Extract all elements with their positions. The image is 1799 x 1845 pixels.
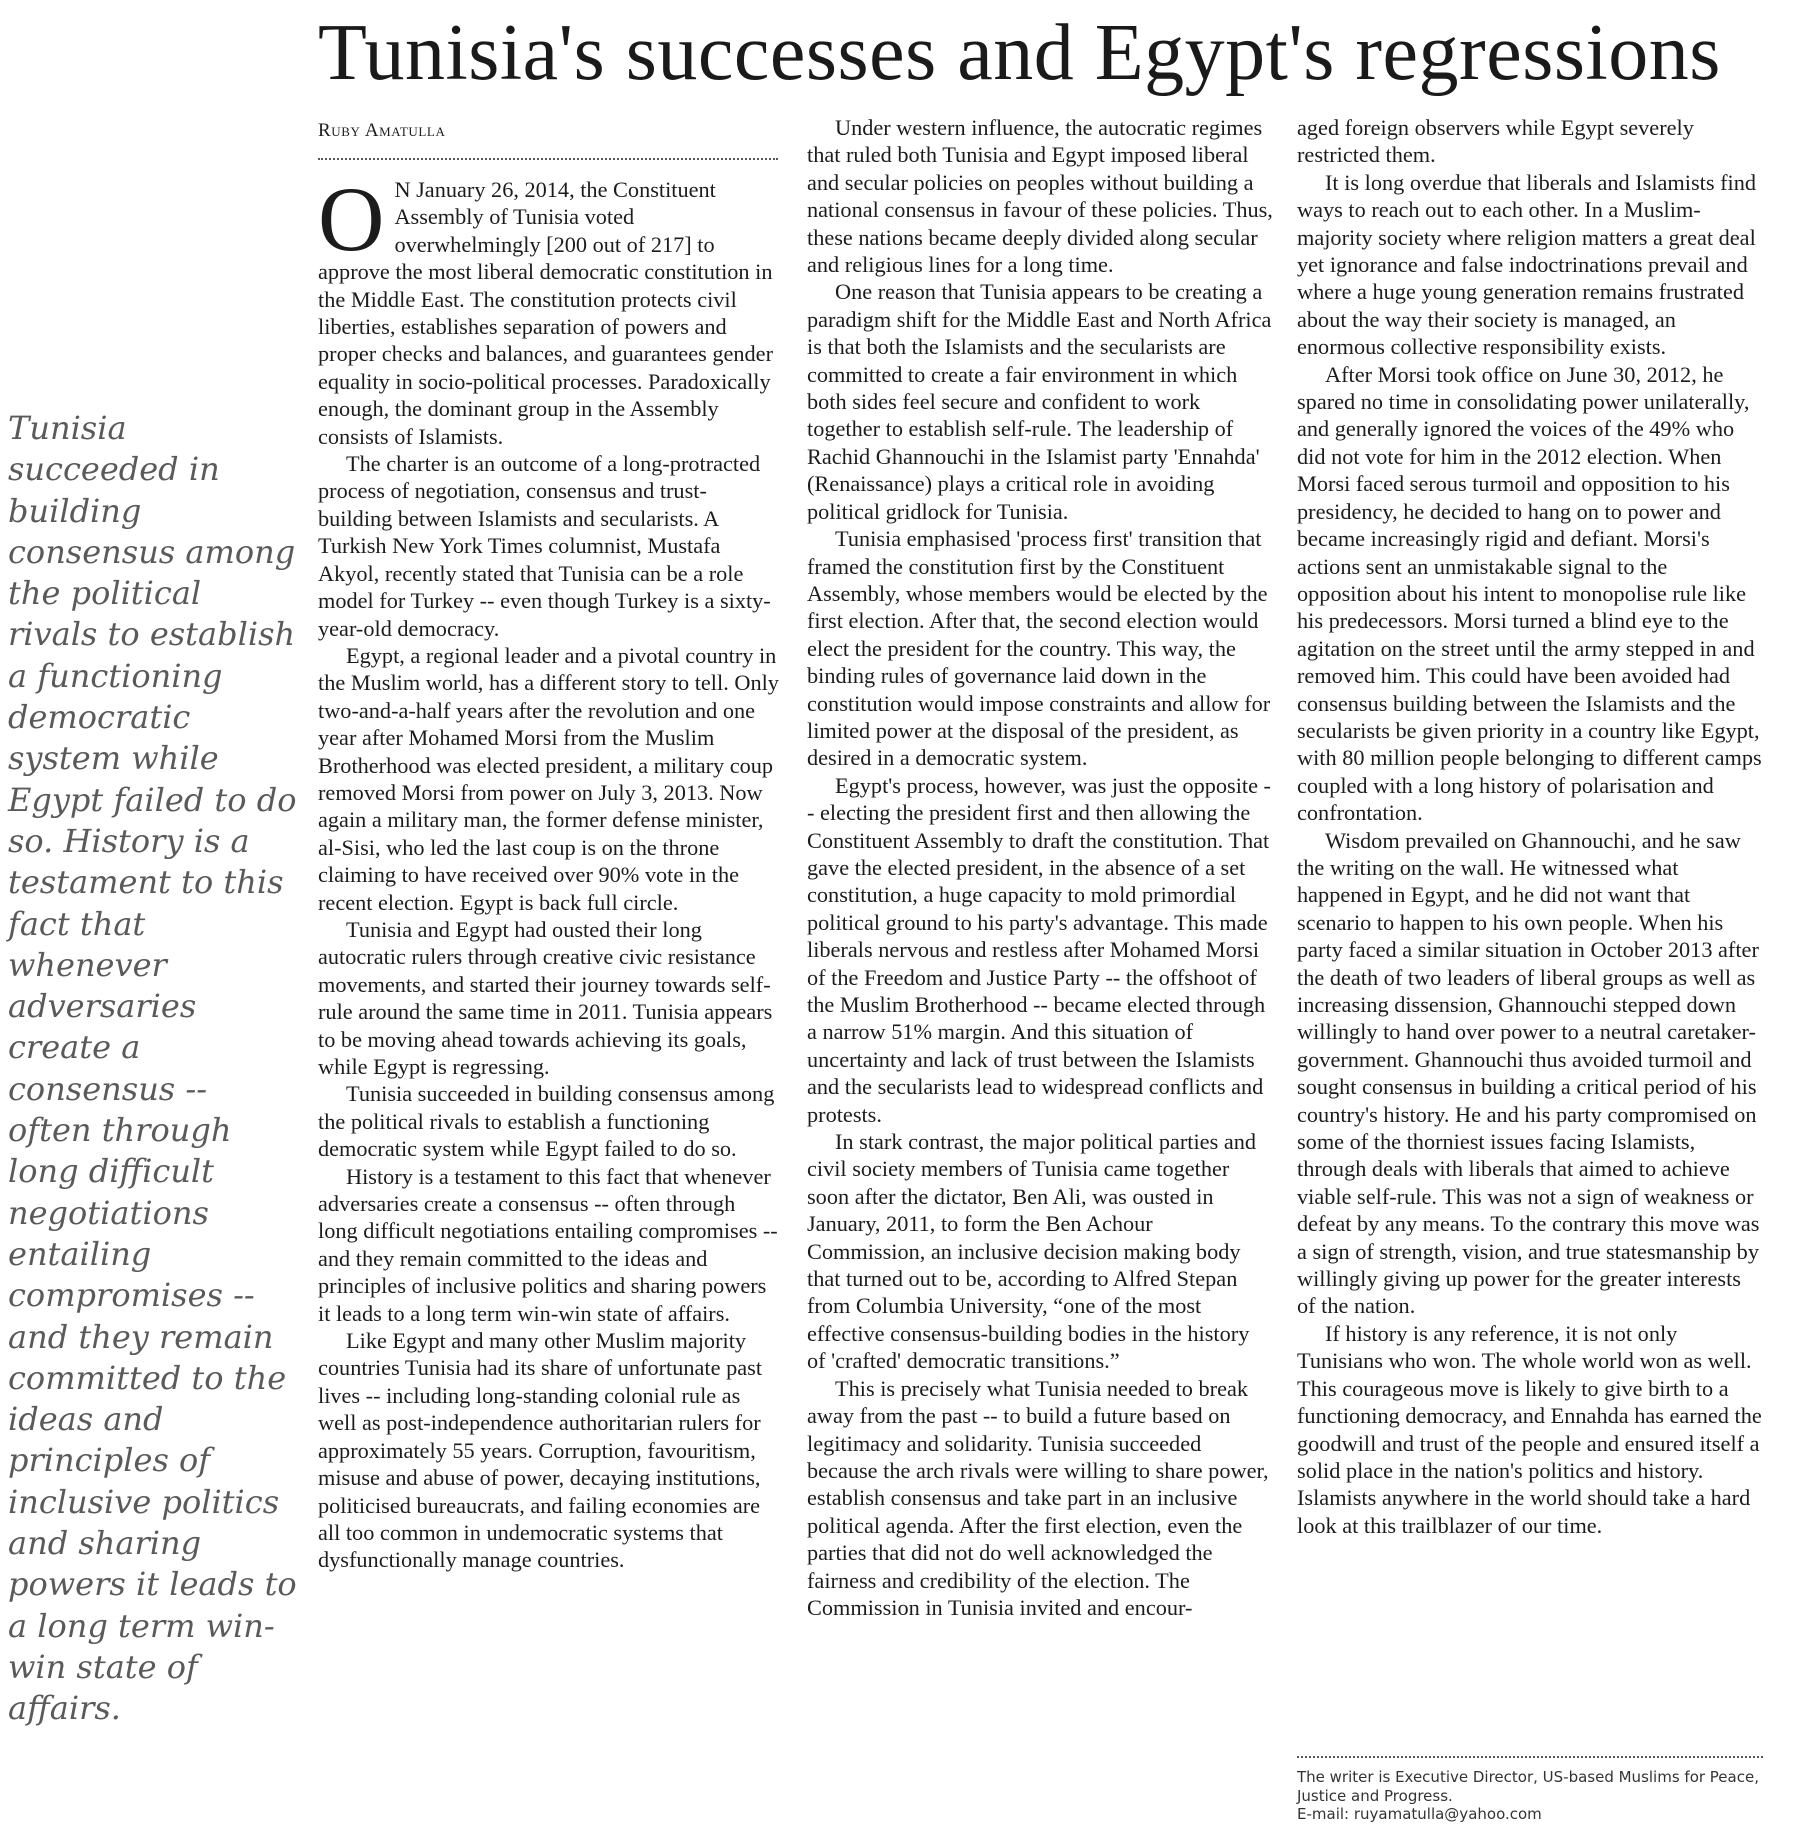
article-paragraph: History is a testament to this fact that whenever adversaries create a consensus -- often through long difficult negotiations entailing compromises -- and they remain committed to the ideas and principles of inclusive politics and sharing powers it leads to a long term win-win state of affairs.	[318, 1163, 778, 1326]
article-paragraph: Wisdom prevailed on Ghannouchi, and he saw the writing on the wall. He witnessed what happened in Egypt, and he did not want that scenario to happen to his own people. When his party faced a similar situation in October 2013 after the death of two leaders of liberal groups as well as increasing dissension, Ghannouchi stepped down willingly to hand over power to a neutral caretaker-government. Ghannouchi thus avoided turmoil and sought consensus in building a critical period of his country's history. He and his party compromised on some of the thorniest issues facing Islamists, through deals with liberals that aimed to achieve viable self-rule. This was not a sign of weakness or defeat by any means. To the contrary this move was a sign of strength, vision, and true statesmanship by willingly giving up power for the greater interests of the nation.	[1297, 827, 1760, 1319]
article-paragraph: In stark contrast, the major political parties and civil society members of Tunisia came together soon after the dictator, Ben Ali, was ousted in January, 2011, to form the Ben Achour Commission, an inclusive decision making body that turned out to be, according to Alfred Stepan from Columbia University, “one of the most effective consensus-building bodies in the history of 'crafted' democratic transitions.”	[807, 1129, 1257, 1374]
author-footnote	[1297, 1768, 1763, 1824]
byline: Ruby Amatulla	[318, 120, 446, 141]
author-email: E-mail: ruyamatulla@yahoo.com	[1297, 1805, 1542, 1823]
article-paragraph: Under western influence, the autocratic regimes that ruled both Tunisia and Egypt imposed liberal and secular policies on peoples without building a national consensus in favour of these policies. Thus, these nations became deeply divided along secular and religious lines for a long time.	[807, 115, 1273, 278]
lead-paragraph-text: N January 26, 2014, the Constituent Assembly of Tunisia voted overwhelmingly [200 out of 217] to approve the most liberal democratic constitution in the Middle East. The constitution protects civil liberties, establishes separation of powers and proper checks and balances, and guarantees gender equality in socio-political processes. Paradoxically enough, the dominant group in the Assembly consists of Islamists.	[318, 177, 774, 449]
article-paragraph: Like Egypt and many other Muslim majority countries Tunisia had its share of unfortunate past lives -- including long-standing colonial rule as well as post-independence authoritarian rulers for approximately 55 years. Corruption, favouritism, misuse and abuse of power, decaying institutions, politicised bureaucrats, and failing economies are all too common in undemocratic systems that dysfunctionally manage countries.	[318, 1328, 763, 1573]
byline-divider	[318, 158, 778, 160]
article-column-3	[1297, 114, 1763, 1734]
article-paragraph: The charter is an outcome of a long-protracted process of negotiation, consensus and trust-building between Islamists and secularists. A Turkish New York Times columnist, Mustafa Akyol, recently stated that Tunisia can be a role model for Turkey -- even though Turkey is a sixty-year-old democracy.	[318, 451, 771, 641]
pull-quote: Tunisia succeeded in building consensus among the political rivals to establish a functioning democratic system while Egypt failed to do so. History is a testament to this fact that whenever adversaries create a consensus -- often through long difficult negotiations entailing compromises -- and they remain committed to the ideas and principles of inclusive politics and sharing powers it leads to a long term win-win state of affairs.	[8, 409, 297, 1728]
footnote-divider	[1297, 1756, 1763, 1758]
article-paragraph: aged foreign observers while Egypt severely restricted them.	[1297, 115, 1694, 168]
article-paragraph: After Morsi took office on June 30, 2012, he spared no time in consolidating power unilaterally, and generally ignored the voices of the 49% who did not vote for him in the 2012 election. When Morsi faced serous turmoil and opposition to his presidency, he decided to hang on to power and became increasingly rigid and defiant. Morsi's actions sent an unmistakable signal to the opposition about his intent to monopolise rule like his predecessors. Morsi turned a blind eye to the agitation on the street until the army stepped in and removed him. This could have been avoided had consensus building between the Islamists and the secularists be given priority in a country like Egypt, with 80 million people belonging to different camps coupled with a long history of polarisation and confrontation.	[1297, 361, 1762, 826]
drop-cap: O	[318, 176, 385, 270]
article-paragraph: Egypt's process, however, was just the opposite -- electing the president first and then allowing the Constituent Assembly to draft the constitution. That gave the elected president, in the absence of a set constitution, a huge capacity to mold primordial political ground to his party's advantage. This made liberals nervous and restless after Mohamed Morsi of the Freedom and Justice Party -- the offshoot of the Muslim Brotherhood -- became elected through a narrow 51% margin. And this situation of uncertainty and lack of trust between the Islamists and the secularists lead to widespread conflicts and protests.	[807, 772, 1271, 1127]
article-paragraph: Tunisia and Egypt had ousted their long autocratic rulers through creative civic resistance movements, and started their journey towards self-rule around the same time in 2011. Tunisia appears to be moving ahead towards achieving its goals, while Egypt is regressing.	[318, 916, 773, 1079]
article-paragraph: Egypt, a regional leader and a pivotal country in the Muslim world, has a different story to tell. Only two-and-a-half years after the revolution and one year after Mohamed Morsi from the Muslim Brotherhood was elected president, a military coup removed Morsi from power on July 3, 2013. Now again a military man, the former defense minister, al-Sisi, who led the last coup is on the throne claiming to have received over 90% vote in the recent election. Egypt is back full circle.	[318, 642, 779, 915]
article-paragraph: If history is any reference, it is not only Tunisians who won. The whole world won as well. This courageous move is likely to give birth to a functioning democracy, and Ennahda has earned the goodwill and trust of the people and ensured itself a solid place in the nation's politics and history. Islamists anywhere in the world should take a hard look at this trailblazer of our time.	[1297, 1320, 1762, 1538]
article-paragraph: Tunisia emphasised 'process first' transition that framed the constitution first by the Constituent Assembly, whose members would be elected by the first election. After that, the second election would elect the president for the country. This way, the binding rules of governance laid down in the constitution would impose constraints and allow for limited power at the disposal of the president, as desired in a democratic system.	[807, 526, 1271, 771]
article-column-2	[807, 114, 1273, 1826]
author-bio: The writer is Executive Director, US-based Muslims for Peace, Justice and Progress.	[1297, 1768, 1759, 1805]
article-paragraph: It is long overdue that liberals and Islamists find ways to reach out to each other. In a Muslim-majority society where religion matters a great deal yet ignorance and false indoctrinations prevail and where a huge young generation remains frustrated about the way their society is managed, an enormous collective responsibility exists.	[1297, 169, 1756, 360]
article-paragraph: This is precisely what Tunisia needed to break away from the past -- to build a future based on legitimacy and solidarity. Tunisia succeeded because the arch rivals were willing to share power, establish consensus and take part in an inclusive political agenda. After the first election, even the parties that did not do well acknowledged the fairness and credibility of the election. The Commission in Tunisia invited and encour-	[807, 1375, 1269, 1620]
headline: Tunisia's successes and Egypt's regressions	[318, 9, 1721, 97]
article-paragraph: Tunisia succeeded in building consensus among the political rivals to establish a functioning democratic system while Egypt failed to do so.	[318, 1081, 775, 1162]
article-column-1	[318, 176, 780, 1826]
article-paragraph: One reason that Tunisia appears to be creating a paradigm shift for the Middle East and North Africa is that both the Islamists and the secularists are committed to create a fair environment in which both sides feel secure and confident to work together to establish self-rule. The leadership of Rachid Ghannouchi in the Islamist party 'Ennahda' (Renaissance) plays a critical role in avoiding political gridlock for Tunisia.	[807, 279, 1272, 524]
article-paragraph	[318, 176, 780, 450]
